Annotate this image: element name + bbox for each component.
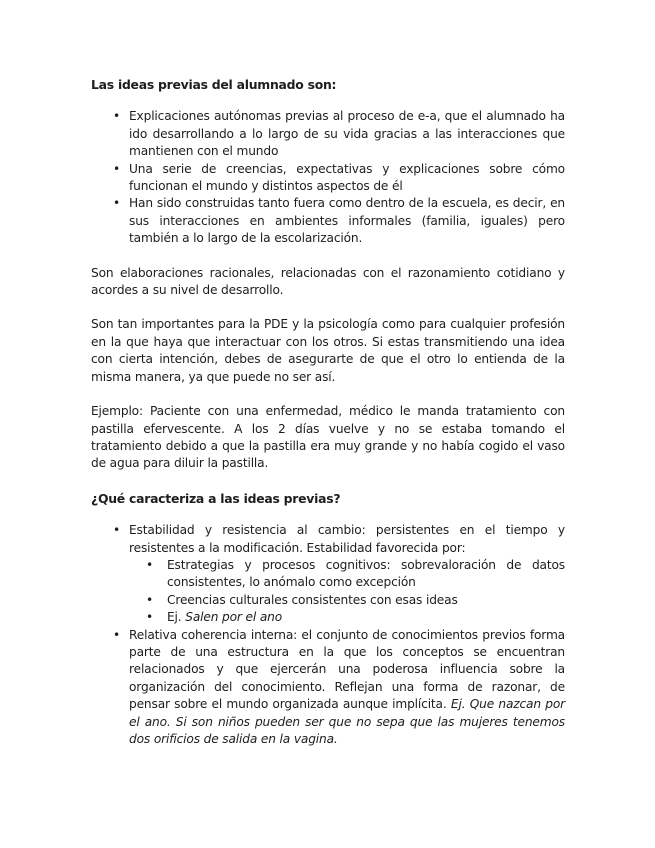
ideas-previas-list xyxy=(91,108,565,247)
list-item: • Han sido construidas tanto fuera como dentro de la escuela, es decir, en sus interacciones en ambientes informales (familia, iguales) pero también a lo largo de la escolarización. xyxy=(91,195,565,247)
document-page xyxy=(91,70,565,748)
list-item-estabilidad xyxy=(91,522,565,626)
list-item: • Explicaciones autónomas previas al proceso de e-a, que el alumnado ha ido desarrollando a lo largo de su vida gracias a las interacciones que mantienen con el mundo xyxy=(91,108,565,160)
list-item-text: Estabilidad y resistencia al cambio: persistentes en el tiempo y resistentes a la modificación. Estabilidad favorecida por: xyxy=(129,523,565,555)
paragraph-importancia: Son tan importantes para la PDE y la psicología como para cualquier profesión en la que haya que interactuar con los otros. Si estas transmitiendo una idea con cierta intención, debes de asegurarte de que el otro lo entienda de la misma manera, ya que puede no ser así. xyxy=(91,317,565,384)
paragraph-elaboraciones: Son elaboraciones racionales, relacionadas con el razonamiento cotidiano y acordes a su nivel de desarrollo. xyxy=(91,265,565,298)
sub-list-item: • Creencias culturales consistentes con esas ideas xyxy=(129,592,565,609)
ejemplo-italic: Salen por el ano xyxy=(185,610,283,625)
sub-list xyxy=(129,557,565,627)
list-item-coherencia xyxy=(91,627,565,749)
caracteristicas-list xyxy=(91,522,565,748)
sub-list-item-ejemplo xyxy=(129,609,565,626)
paragraph-ejemplo: Ejemplo: Paciente con una enfermedad, médico le manda tratamiento con pastilla efervescente. A los 2 días vuelve y no se estaba tomando el tratamiento debido a que la pastilla era muy grande y no había cogido el vaso de agua para diluir la pastilla. xyxy=(91,404,565,471)
list-item: • Una serie de creencias, expectativas y explicaciones sobre cómo funcionan el mundo y distintos aspectos de él xyxy=(91,161,565,196)
sub-list-item: • Estrategias y procesos cognitivos: sobrevaloración de datos consistentes, lo anómalo como excepción xyxy=(129,557,565,592)
list-item-italic-example: Ej. Que nazcan por el ano. Si son niños pueden ser que no sepa que las mujeres tenemos dos orificios de salida en la vagina. xyxy=(129,697,565,746)
heading-ideas-previas: Las ideas previas del alumnado son: xyxy=(91,77,337,92)
ejemplo-prefix: Ej. xyxy=(167,610,182,625)
list-item-text: Relativa coherencia interna: el conjunto de conocimientos previos forma parte de una estructura en la que los conceptos se encuentran relacionados y que ejercerán una poderosa influencia sobre la organización del conocimiento. Reflejan una forma de razonar, de pensar sobre el mundo organizada aunque implícita. xyxy=(129,627,565,712)
heading-caracteristicas: ¿Qué caracteriza a las ideas previas? xyxy=(91,490,341,506)
